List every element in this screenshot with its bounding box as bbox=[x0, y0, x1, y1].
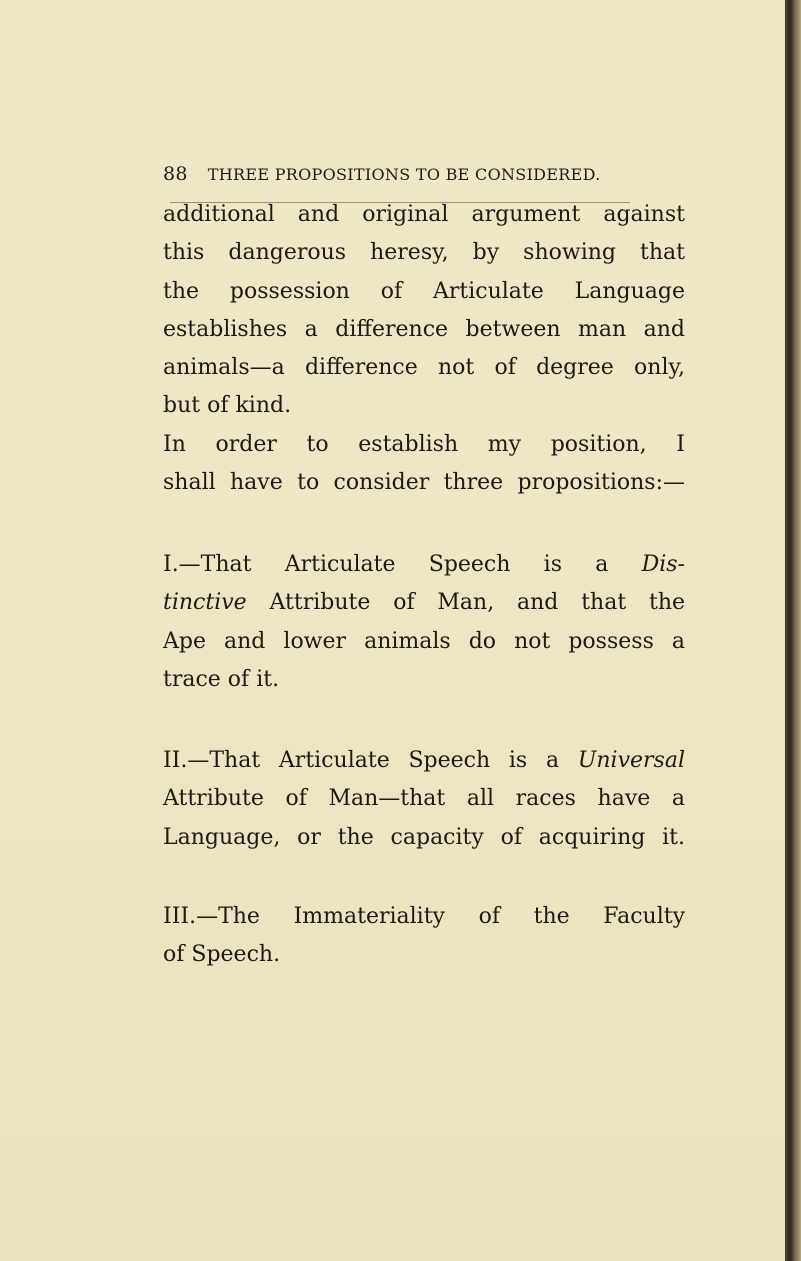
text-line: establishes a difference between man and bbox=[163, 316, 685, 342]
prop1-italic-term: Dis- bbox=[641, 552, 685, 577]
text-line bbox=[163, 742, 685, 780]
text-line: animals—a difference not of degree only, bbox=[163, 355, 685, 381]
prop1-line2-text: Attribute of Man, and that the bbox=[269, 590, 686, 616]
prop1-italic-term-cont: tinctive bbox=[163, 590, 247, 616]
proposition-two bbox=[163, 742, 685, 857]
page-number: 88 bbox=[163, 163, 188, 185]
text-line: of Speech. bbox=[163, 942, 281, 968]
proposition-one bbox=[163, 546, 685, 699]
text-line: III.—The Immateriality of the Faculty bbox=[163, 904, 685, 929]
text-line: this dangerous heresy, by showing that bbox=[163, 240, 685, 266]
running-head bbox=[163, 163, 633, 185]
text-line: In order to establish my position, I bbox=[163, 432, 685, 457]
text-line: Language, or the capacity of acquiring it. bbox=[163, 824, 685, 850]
text-line: but of kind. bbox=[163, 393, 292, 419]
page-edge-shadow bbox=[785, 0, 801, 1261]
text-line: trace of it. bbox=[163, 666, 280, 692]
prop2-italic-term: Universal bbox=[577, 748, 685, 773]
running-title: THREE PROPOSITIONS TO BE CONSIDERED. bbox=[207, 165, 601, 184]
text-line bbox=[163, 546, 685, 584]
text-line: shall have to consider three propositions:— bbox=[163, 470, 685, 496]
proposition-three bbox=[163, 898, 685, 975]
text-line: additional and original argument against bbox=[163, 202, 685, 227]
text-line: the possession of Articulate Language bbox=[163, 278, 685, 304]
paragraph-position bbox=[163, 426, 685, 503]
text-line: Ape and lower animals do not possess a bbox=[163, 628, 685, 654]
text-line: Attribute of Man—that all races have a bbox=[163, 786, 685, 812]
prop2-line1-text: II.—That Articulate Speech is a bbox=[163, 748, 560, 773]
prop1-line1-text: I.—That Articulate Speech is a bbox=[163, 552, 609, 577]
paragraph-argument bbox=[163, 196, 685, 426]
text-line bbox=[163, 584, 685, 622]
